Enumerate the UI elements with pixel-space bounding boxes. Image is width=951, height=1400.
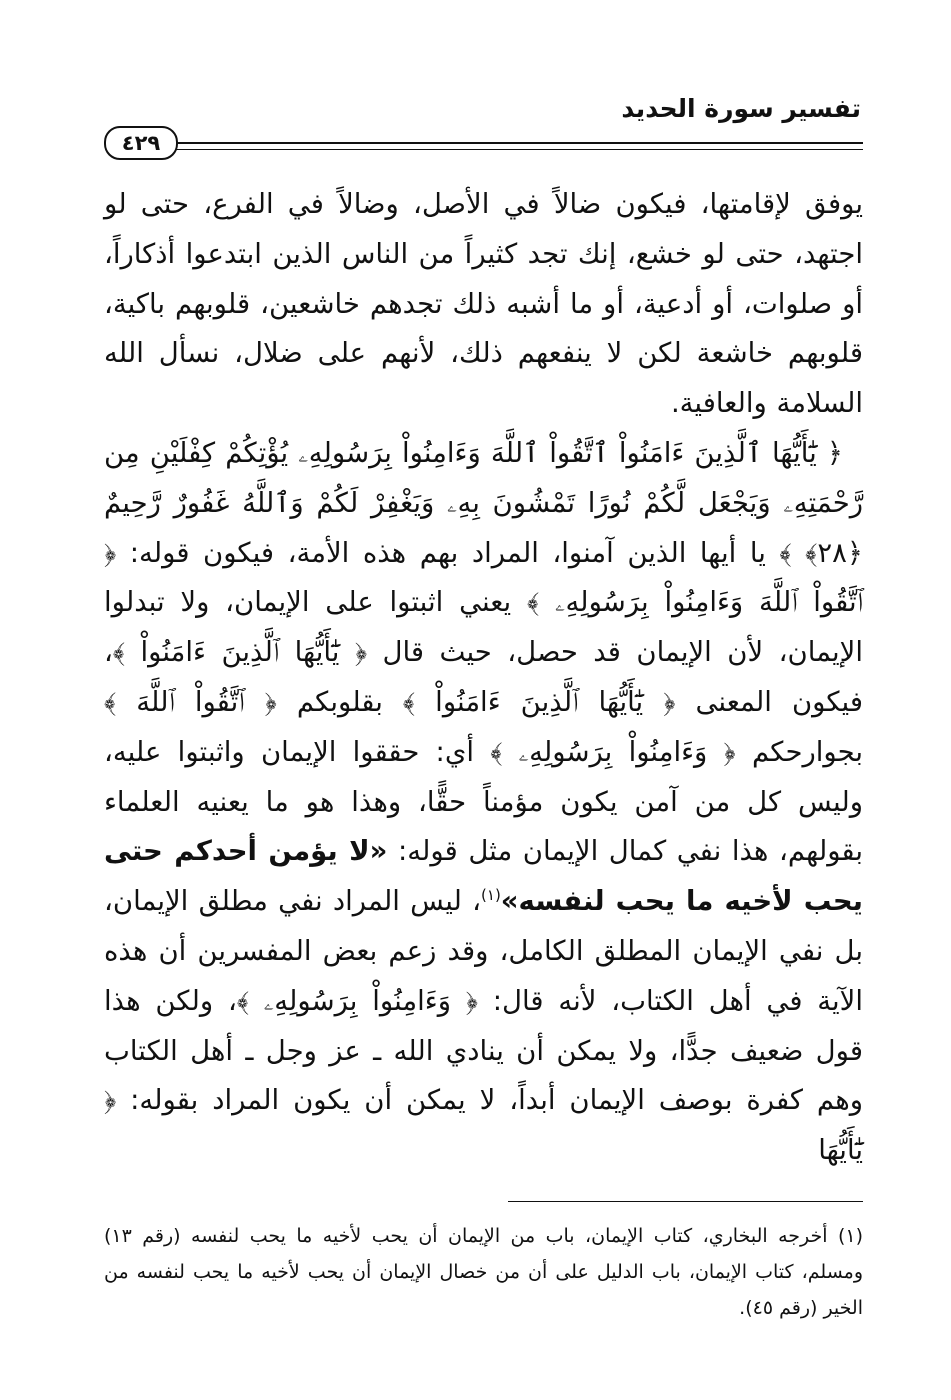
page-number: ٤٢٩ (104, 126, 178, 160)
paragraph-verse-commentary (104, 429, 863, 1176)
footnotes (104, 1218, 863, 1326)
footnote-marker: (١) (481, 886, 501, 904)
header-rule (166, 142, 863, 150)
running-title: تفسير سورة الحديد (621, 94, 861, 123)
commentary-text-continued: ، ليس المراد نفي مطلق الإيمان، بل نفي الإيمان المطلق الكامل، وقد زعم بعض المفسرين أن هذه الآية في أهل الكتاب، لأنه قال: ﴿ وَءَامِنُواْ بِرَسُولِهِۦ ﴾، ولكن هذا قول ضعيف جدًّا، ولا يمكن أن ينادي الله ـ عز وجل ـ أهل الكتاب وهم كفرة بوصف الإيمان أبداً، لا يمكن أن يكون المراد بقوله: ﴿ يَٰٓأَيُّهَا (104, 885, 863, 1167)
footnote-1: (١) أخرجه البخاري، كتاب الإيمان، باب من الإيمان أن يحب لأخيه ما يحب لنفسه (رقم ١٣) ومسلم، كتاب الإيمان، باب الدليل على أن من خصال الإيمان أن يحب لأخيه ما يحب لنفسه من الخير (رقم ٤٥). (104, 1225, 863, 1319)
commentary-text: ﴿ يَٰٓأَيُّهَا ٱلَّذِينَ ءَامَنُواْ ٱتَّقُواْ ٱللَّهَ وَءَامِنُواْ بِرَسُولِهِۦ يُؤْتِكُمْ كِفْلَيْنِ مِن رَّحْمَتِهِۦ وَيَجْعَل لَّكُمْ نُورًا تَمْشُونَ بِهِۦ وَيَغْفِرْ لَكُمْ وَٱللَّهُ غَفُورٌ رَّحِيمٌ ﴿٢٨﴾ ﴾ يا أيها الذين آمنوا، المراد بهم هذه الأمة، فيكون قوله: ﴿ ٱتَّقُواْ ٱللَّهَ وَءَامِنُواْ بِرَسُولِهِۦ ﴾ يعني اثبتوا على الإيمان، ولا تبدلوا الإيمان، لأن الإيمان قد حصل، حيث قال ﴿ يَٰٓأَيُّهَا ٱلَّذِينَ ءَامَنُواْ ﴾، فيكون المعنى ﴿ يَٰٓأَيُّهَا ٱلَّذِينَ ءَامَنُواْ ﴾ بقلوبكم ﴿ ٱتَّقُواْ ٱللَّهَ ﴾ بجوارحكم ﴿ وَءَامِنُواْ بِرَسُولِهِۦ ﴾ أي: حققوا الإيمان واثبتوا عليه، وليس كل من آمن يكون مؤمناً حقًّا، وهذا هو ما يعنيه العلماء بقولهم، هذا نفي كمال الإيمان مثل قوله: (104, 436, 863, 868)
hadith-quote: «لا يؤمن أحدكم حتى يحب لأخيه ما يحب لنفسه» (104, 835, 863, 918)
body-text (104, 180, 863, 1176)
paragraph: يوفق لإقامتها، فيكون ضالاً في الأصل، وضالاً في الفرع، حتى لو اجتهد، حتى لو خشع، إنك تجد كثيراً من الناس الذين ابتدعوا أذكاراً، أو صلوات، أو أدعية، أو ما أشبه ذلك تجدهم خاشعين، قلوبهم باكية، قلوبهم خاشعة لكن لا ينفعهم ذلك، لأنهم على ضلال، نسأل الله السلامة والعافية. (104, 188, 863, 420)
footnote-separator (508, 1201, 863, 1202)
